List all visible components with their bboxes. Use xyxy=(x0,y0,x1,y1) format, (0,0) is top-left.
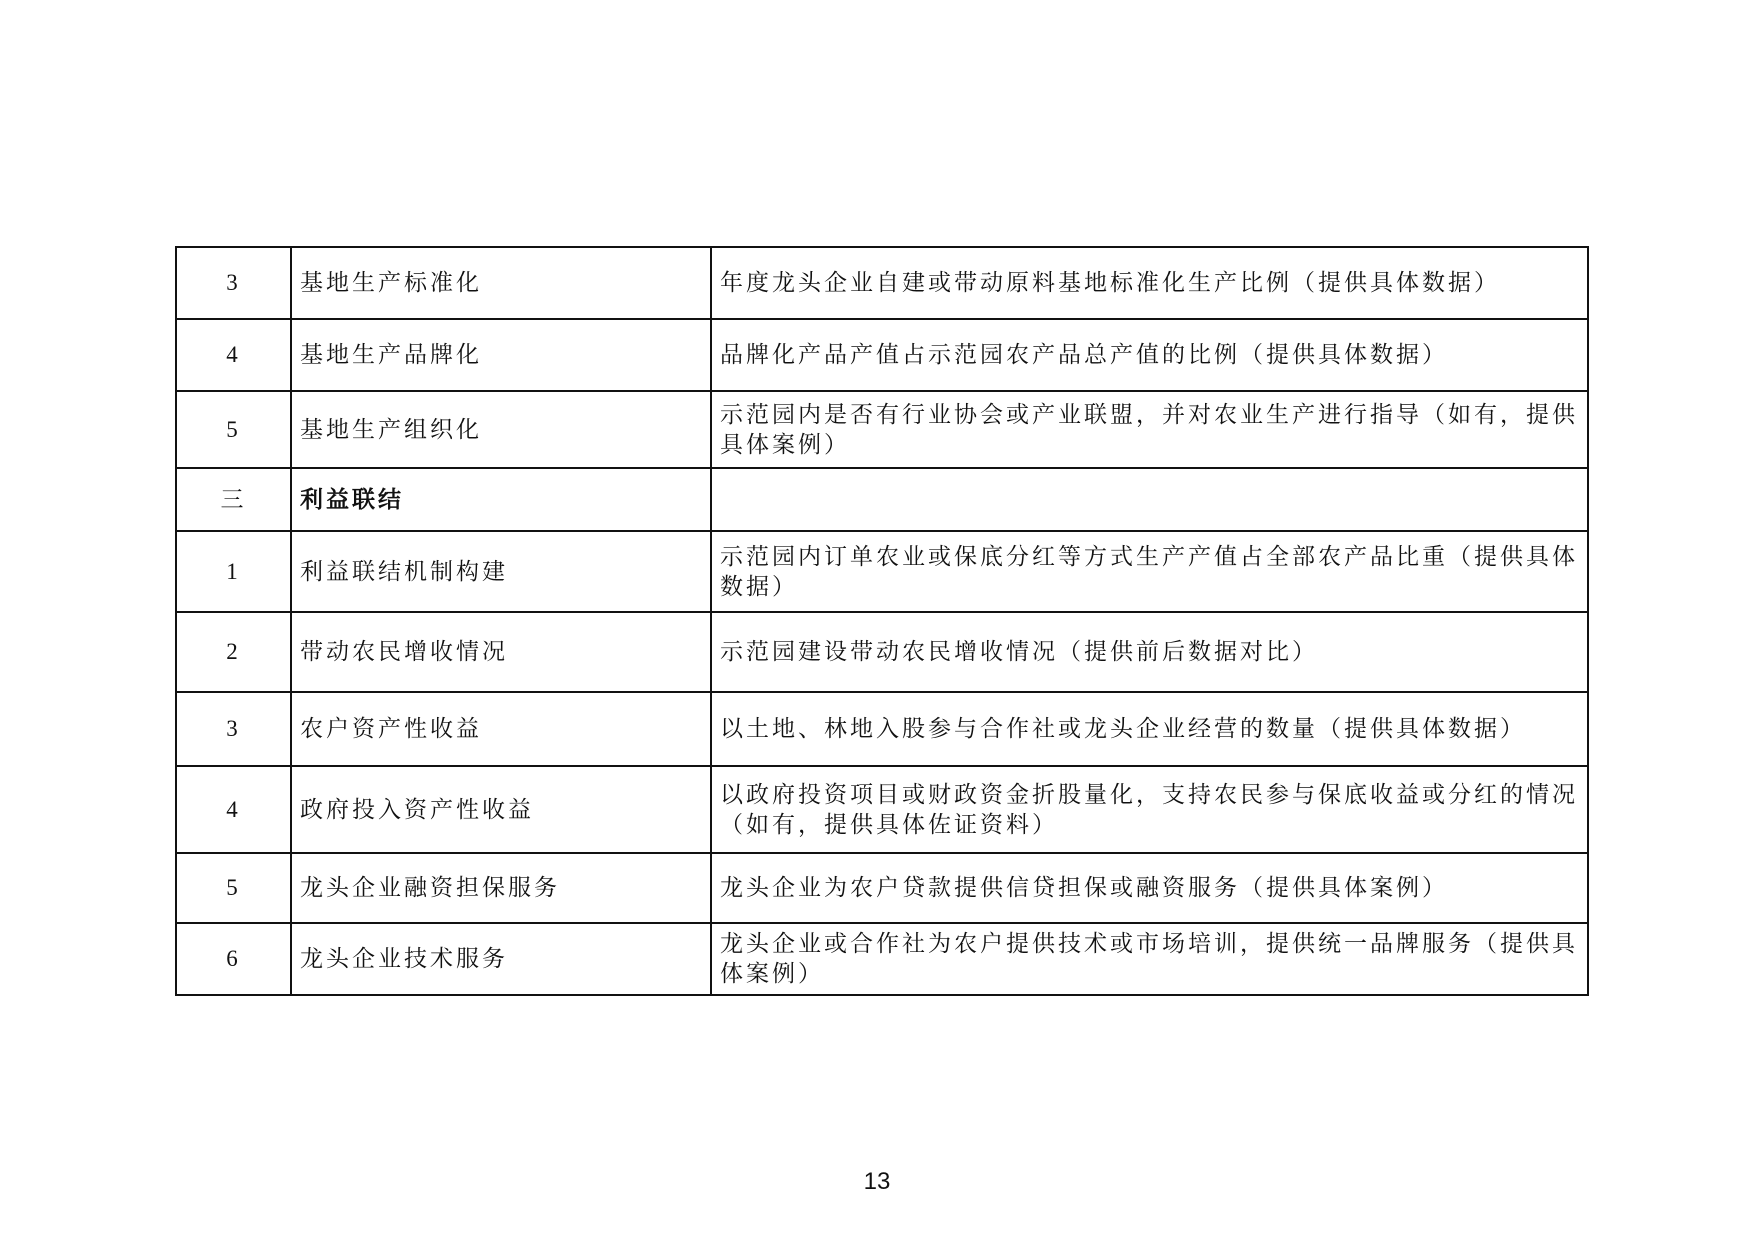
row-item: 龙头企业融资担保服务 xyxy=(291,853,711,923)
section-title: 利益联结 xyxy=(291,468,711,531)
row-description: 品牌化产品产值占示范园农产品总产值的比例（提供具体数据） xyxy=(711,319,1588,391)
row-description: 龙头企业或合作社为农户提供技术或市场培训，提供统一品牌服务（提供具体案例） xyxy=(711,923,1588,995)
row-item: 龙头企业技术服务 xyxy=(291,923,711,995)
row-item: 农户资产性收益 xyxy=(291,692,711,766)
row-item: 政府投入资产性收益 xyxy=(291,766,711,853)
table-row xyxy=(176,612,1588,692)
section-number: 三 xyxy=(176,468,291,531)
row-item: 基地生产标准化 xyxy=(291,247,711,319)
row-description xyxy=(711,468,1588,531)
row-item: 带动农民增收情况 xyxy=(291,612,711,692)
row-item: 基地生产组织化 xyxy=(291,391,711,468)
row-number: 4 xyxy=(176,766,291,853)
table-row xyxy=(176,766,1588,853)
row-number: 6 xyxy=(176,923,291,995)
table-row xyxy=(176,923,1588,995)
row-number: 2 xyxy=(176,612,291,692)
section-row xyxy=(176,468,1588,531)
row-description: 示范园建设带动农民增收情况（提供前后数据对比） xyxy=(711,612,1588,692)
table-row xyxy=(176,247,1588,319)
row-description: 示范园内订单农业或保底分红等方式生产产值占全部农产品比重（提供具体数据） xyxy=(711,531,1588,612)
row-number: 4 xyxy=(176,319,291,391)
table-row xyxy=(176,391,1588,468)
table-row xyxy=(176,319,1588,391)
table-row xyxy=(176,853,1588,923)
row-item: 利益联结机制构建 xyxy=(291,531,711,612)
indicator-table xyxy=(175,246,1589,996)
page-number: 13 xyxy=(863,1168,891,1195)
row-description: 龙头企业为农户贷款提供信贷担保或融资服务（提供具体案例） xyxy=(711,853,1588,923)
row-number: 3 xyxy=(176,692,291,766)
row-description: 年度龙头企业自建或带动原料基地标准化生产比例（提供具体数据） xyxy=(711,247,1588,319)
row-description: 以政府投资项目或财政资金折股量化，支持农民参与保底收益或分红的情况（如有，提供具体佐证资料） xyxy=(711,766,1588,853)
row-number: 1 xyxy=(176,531,291,612)
table-row xyxy=(176,531,1588,612)
table-row xyxy=(176,692,1588,766)
row-number: 5 xyxy=(176,853,291,923)
row-description: 示范园内是否有行业协会或产业联盟，并对农业生产进行指导（如有，提供具体案例） xyxy=(711,391,1588,468)
row-item: 基地生产品牌化 xyxy=(291,319,711,391)
row-description: 以土地、林地入股参与合作社或龙头企业经营的数量（提供具体数据） xyxy=(711,692,1588,766)
row-number: 3 xyxy=(176,247,291,319)
row-number: 5 xyxy=(176,391,291,468)
